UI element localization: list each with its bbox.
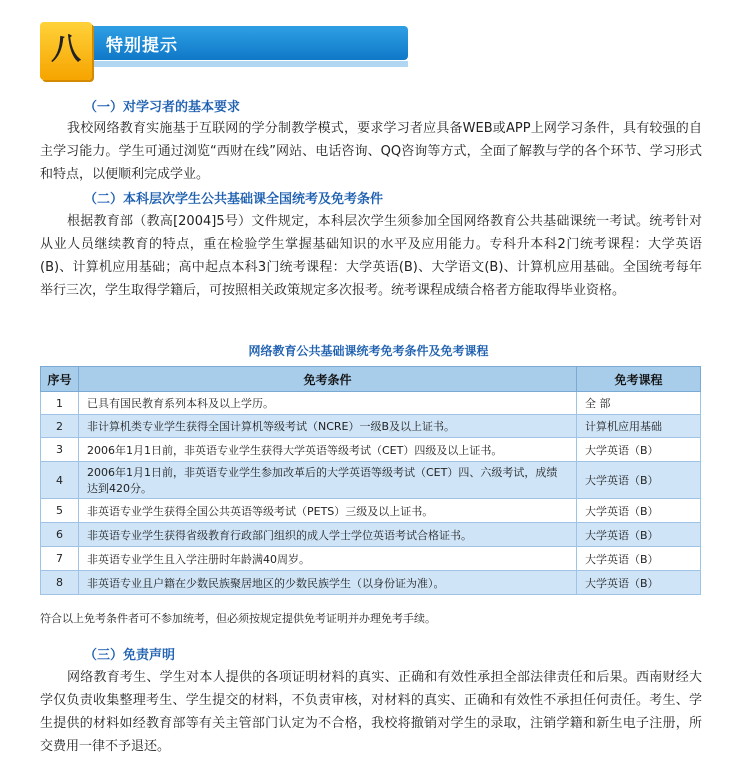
section-banner [40, 22, 410, 80]
section1-body: 我校网络教育实施基于互联网的学分制教学模式，要求学习者应具备WEB或APP上网学习条件，具有较强的自主学习能力。学生可通过浏览“西财在线”网站、电话咨询、QQ咨询等方式，全面了解教与学的各个环节、学习形式和特点，以便顺利完成学业。 [40, 121, 702, 182]
table-row [41, 547, 701, 571]
row-condition: 2006年1月1日前，非英语专业学生参加改革后的大学英语等级考试（CET）四、六级考试，成绩达到420分。 [79, 462, 577, 499]
section-number-badge: 八 [40, 22, 92, 80]
row-no: 6 [41, 523, 79, 547]
table-footnote: 符合以上免考条件者可不参加统考，但必须按规定提供免考证明并办理免考手续。 [40, 612, 436, 625]
row-course: 大学英语（B） [577, 438, 701, 462]
table-row [41, 462, 701, 499]
row-no: 7 [41, 547, 79, 571]
row-course: 大学英语（B） [577, 462, 701, 499]
row-course: 大学英语（B） [577, 571, 701, 595]
row-no: 1 [41, 392, 79, 415]
row-no: 2 [41, 415, 79, 438]
row-course: 大学英语（B） [577, 547, 701, 571]
row-no: 8 [41, 571, 79, 595]
row-condition: 非英语专业学生获得省级教育行政部门组织的成人学士学位英语考试合格证书。 [79, 523, 577, 547]
table-row [41, 523, 701, 547]
table-title: 网络教育公共基础课统考免考条件及免考课程 [248, 344, 489, 358]
row-condition: 已具有国民教育系列本科及以上学历。 [79, 392, 577, 415]
table-row [41, 415, 701, 438]
banner-title: 特别提示 [106, 36, 178, 56]
exemption-table [40, 366, 701, 595]
row-course: 全 部 [577, 392, 701, 415]
table-row [41, 392, 701, 415]
row-no: 4 [41, 462, 79, 499]
section3-body: 网络教育考生、学生对本人提供的各项证明材料的真实、正确和有效性承担全部法律责任和后果。西南财经大学仅负责收集整理考生、学生提交的材料，不负责审核，对材料的真实、正确和有效性不承担任何责任。考生、学生提供的材料如经教育部等有关主管部门认定为不合格，我校将撤销对学生的录取，注销学籍和新生电子注册，所交费用一律不予退还。 [40, 670, 702, 754]
table-header-row [41, 367, 701, 392]
table-row [41, 571, 701, 595]
section3-heading: （三）免责声明 [84, 648, 176, 663]
row-condition: 非英语专业学生获得全国公共英语等级考试（PETS）三级及以上证书。 [79, 499, 577, 523]
row-course: 大学英语（B） [577, 499, 701, 523]
row-no: 3 [41, 438, 79, 462]
header-condition: 免考条件 [79, 367, 577, 392]
row-condition: 非英语专业学生且入学注册时年龄满40周岁。 [79, 547, 577, 571]
row-no: 5 [41, 499, 79, 523]
table-row [41, 438, 701, 462]
header-course: 免考课程 [577, 367, 701, 392]
table-row [41, 499, 701, 523]
row-condition: 2006年1月1日前，非英语专业学生获得大学英语等级考试（CET）四级及以上证书。 [79, 438, 577, 462]
section1-heading: （一）对学习者的基本要求 [84, 100, 241, 115]
row-course: 计算机应用基础 [577, 415, 701, 438]
header-no: 序号 [41, 367, 79, 392]
row-condition: 非英语专业且户籍在少数民族聚居地区的少数民族学生（以身份证为准）。 [79, 571, 577, 595]
section2-heading: （二）本科层次学生公共基础课全国统考及免考条件 [84, 192, 384, 207]
row-condition: 非计算机类专业学生获得全国计算机等级考试（NCRE）一级B及以上证书。 [79, 415, 577, 438]
section2-body: 根据教育部（教高[2004]5号）文件规定，本科层次学生须参加全国网络教育公共基础课统一考试。统考针对从业人员继续教育的特点，重在检验学生掌握基础知识的水平及应用能力。专科升本科2门统考课程：大学英语(B)、计算机应用基础；高中起点本科3门统考课程：大学英语(B)、大学语文(B)、计算机应用基础。全国统考每年举行三次，学生取得学籍后，可按照相关政策规定多次报考。统考课程成绩合格者方能取得毕业资格。 [40, 214, 702, 298]
row-course: 大学英语（B） [577, 523, 701, 547]
